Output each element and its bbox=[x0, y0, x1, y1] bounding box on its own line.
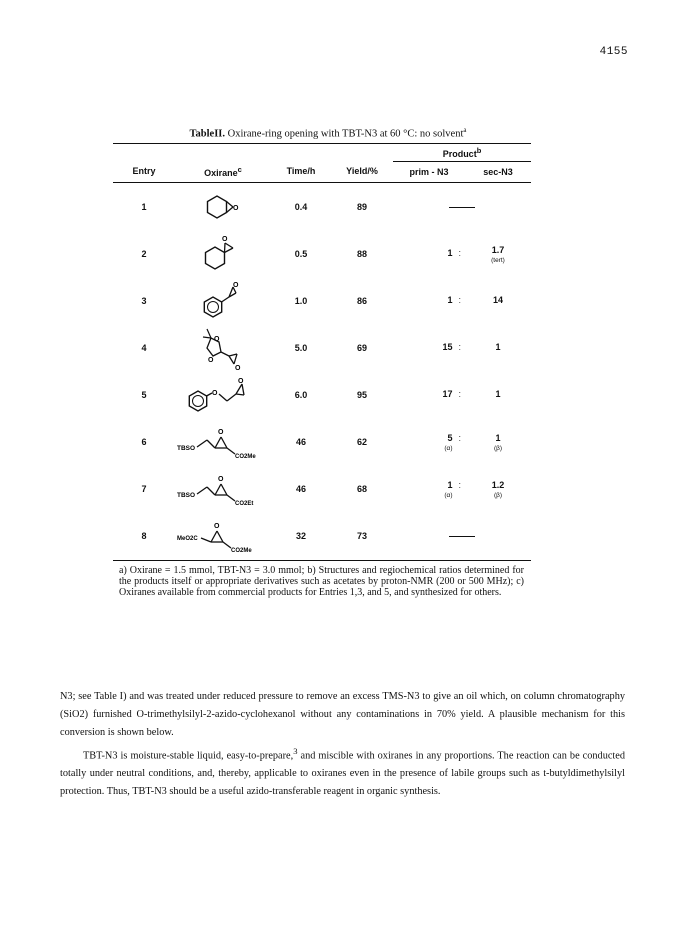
svg-text:O: O bbox=[218, 476, 224, 483]
table-row bbox=[113, 278, 531, 325]
svg-text:TBSO: TBSO bbox=[177, 492, 196, 499]
sec-ratio: 1.2 bbox=[491, 479, 505, 490]
prim-ratio-cell bbox=[393, 372, 465, 419]
svg-text:O: O bbox=[238, 378, 244, 385]
table-caption-text: Oxirane-ring opening with TBT-N3 at 60 °C: no solvent bbox=[227, 128, 464, 140]
prim-ratio: 1 bbox=[447, 248, 453, 258]
table-bottom-rule bbox=[113, 560, 531, 561]
yield-cell: 73 bbox=[356, 531, 367, 541]
table-caption bbox=[125, 126, 531, 140]
oxirane-structure bbox=[175, 278, 271, 325]
table-footnote: a) Oxirane = 1.5 mmol, TBT-N3 = 3.0 mmol; b) Structures and regiochemical ratios determined for the products itself or appropriate derivatives such as acetates by proton-NMR (200 or 500 MHz); c) Oxiranes available from commercial products for Entries 1,3, and 5, and synthesized for others. bbox=[119, 564, 524, 598]
svg-text:O: O bbox=[214, 523, 220, 530]
sec-ratio-cell bbox=[465, 278, 531, 325]
yield-cell: 89 bbox=[356, 202, 367, 212]
prim-ratio: 17 bbox=[442, 389, 453, 399]
table-row bbox=[113, 419, 531, 466]
oxirane-structure bbox=[175, 184, 271, 231]
sec-ratio-label: (β) bbox=[493, 444, 503, 452]
svg-text:MeO2C: MeO2C bbox=[177, 536, 198, 542]
svg-text:TBSO: TBSO bbox=[177, 445, 196, 452]
entry-cell: 5 bbox=[141, 390, 147, 400]
entry-cell: 8 bbox=[141, 531, 147, 541]
time-cell: 0.5 bbox=[294, 249, 308, 259]
prim-ratio-cell bbox=[393, 466, 465, 513]
table-row bbox=[113, 513, 531, 560]
sec-ratio-cell bbox=[465, 372, 531, 419]
svg-text:O: O bbox=[233, 282, 239, 289]
sec-ratio-cell bbox=[465, 231, 531, 278]
svg-text:O: O bbox=[233, 205, 239, 212]
time-header: Time/h bbox=[286, 166, 316, 177]
svg-text:CO2Me: CO2Me bbox=[231, 548, 252, 554]
oxirane-structure bbox=[175, 231, 271, 278]
prim-ratio: 1 bbox=[447, 295, 453, 305]
entry-cell: 6 bbox=[141, 437, 147, 447]
sec-ratio-cell bbox=[465, 466, 531, 513]
entry-cell: 7 bbox=[141, 484, 147, 494]
sec-ratio-label: (β) bbox=[493, 491, 503, 499]
table-row bbox=[113, 372, 531, 419]
time-cell: 0.4 bbox=[294, 202, 308, 212]
no-regio-dash bbox=[393, 184, 531, 231]
svg-text:O: O bbox=[218, 429, 224, 436]
oxirane-structure bbox=[175, 466, 271, 513]
yield-cell: 95 bbox=[356, 390, 367, 400]
product-header: Product$^b$ bbox=[393, 144, 531, 162]
sec-ratio: 14 bbox=[492, 295, 503, 305]
prim-ratio: 5 bbox=[447, 432, 453, 443]
yield-cell: 68 bbox=[356, 484, 367, 494]
time-cell: 46 bbox=[295, 484, 306, 494]
no-regio-dash bbox=[393, 513, 531, 560]
svg-text:O: O bbox=[222, 236, 228, 243]
sec-ratio: 1 bbox=[495, 432, 501, 443]
prim-ratio-cell bbox=[393, 231, 465, 278]
sec-ratio: 1 bbox=[495, 389, 501, 399]
oxirane-structure bbox=[175, 513, 271, 560]
svg-text:O: O bbox=[208, 357, 214, 364]
ratio-separator: : bbox=[458, 248, 461, 258]
ratio-separator: : bbox=[458, 342, 461, 352]
time-cell: 32 bbox=[295, 531, 306, 541]
svg-text:O: O bbox=[235, 365, 241, 372]
prim-ratio: 15 bbox=[442, 342, 453, 352]
oxirane-structure bbox=[175, 325, 271, 372]
ratio-separator: : bbox=[458, 295, 461, 305]
sec-ratio-cell bbox=[465, 325, 531, 372]
time-cell: 1.0 bbox=[294, 296, 308, 306]
table-row bbox=[113, 325, 531, 372]
prim-ratio-label: (α) bbox=[444, 444, 453, 452]
time-cell: 46 bbox=[295, 437, 306, 447]
yield-cell: 69 bbox=[356, 343, 367, 353]
yield-cell: 88 bbox=[356, 249, 367, 259]
prim-n3-header: prim - N3 bbox=[409, 166, 449, 177]
sec-n3-header: sec-N3 bbox=[483, 166, 513, 177]
prim-ratio: 1 bbox=[447, 479, 453, 490]
ratio-separator: : bbox=[458, 432, 461, 443]
svg-text:O: O bbox=[214, 336, 220, 343]
body-text bbox=[60, 688, 625, 801]
sec-ratio: 1.7 bbox=[491, 244, 505, 255]
ratio-separator: : bbox=[458, 479, 461, 490]
entry-cell: 1 bbox=[141, 202, 147, 212]
svg-text:CO2Et: CO2Et bbox=[235, 501, 254, 507]
sec-ratio-label: (tert) bbox=[491, 256, 505, 264]
prim-ratio-cell bbox=[393, 325, 465, 372]
oxirane-structure bbox=[175, 372, 271, 419]
table-row bbox=[113, 231, 531, 278]
prim-ratio-label: (α) bbox=[444, 491, 453, 499]
table-caption-footnote-mark: a bbox=[463, 126, 467, 134]
body-paragraph-2: TBT-N3 is moisture-stable liquid, easy-to-prepare,$^3$ and miscible with oxiranes in any proportions. The reaction can be conducted totally under neutral conditions, and, thereby, applicable to oxiranes even in the presence of labile groups such as t-butyldimethylsilyl protection. Thus, TBT-N3 should be a useful azido-transferable reagent in organic synthesis. bbox=[60, 746, 625, 798]
entry-cell: 3 bbox=[141, 296, 147, 306]
time-cell: 5.0 bbox=[294, 343, 308, 353]
yield-cell: 86 bbox=[356, 296, 367, 306]
table-caption-label: TableII. bbox=[189, 128, 225, 140]
oxirane-structure bbox=[175, 419, 271, 466]
sec-ratio-cell bbox=[465, 419, 531, 466]
ratio-separator: : bbox=[458, 389, 461, 399]
entry-header: Entry bbox=[132, 166, 156, 177]
table-row bbox=[113, 466, 531, 513]
oxirane-header: Oxirane$^c$ bbox=[204, 164, 242, 178]
svg-text:CO2Me: CO2Me bbox=[235, 454, 256, 460]
time-cell: 6.0 bbox=[294, 390, 308, 400]
page-number: 4155 bbox=[599, 46, 628, 58]
svg-text:O: O bbox=[212, 390, 218, 397]
yield-header: Yield/% bbox=[346, 166, 378, 177]
yield-cell: 62 bbox=[356, 437, 367, 447]
entry-cell: 4 bbox=[141, 343, 147, 353]
sec-ratio: 1 bbox=[495, 342, 501, 352]
prim-ratio-cell bbox=[393, 278, 465, 325]
entry-cell: 2 bbox=[141, 249, 147, 259]
prim-ratio-cell bbox=[393, 419, 465, 466]
table-row bbox=[113, 184, 531, 231]
body-paragraph-1: N3; see Table I) and was treated under reduced pressure to remove an excess TMS-N3 to give an oil which, on column chromatography (SiO2) furnished O-trimethylsilyl-2-azido-cyclohexanol without any contaminations in 70% yield. A plausible mechanism for this conversion is shown below. bbox=[60, 691, 625, 738]
results-table bbox=[113, 144, 531, 560]
table-block bbox=[113, 126, 531, 598]
